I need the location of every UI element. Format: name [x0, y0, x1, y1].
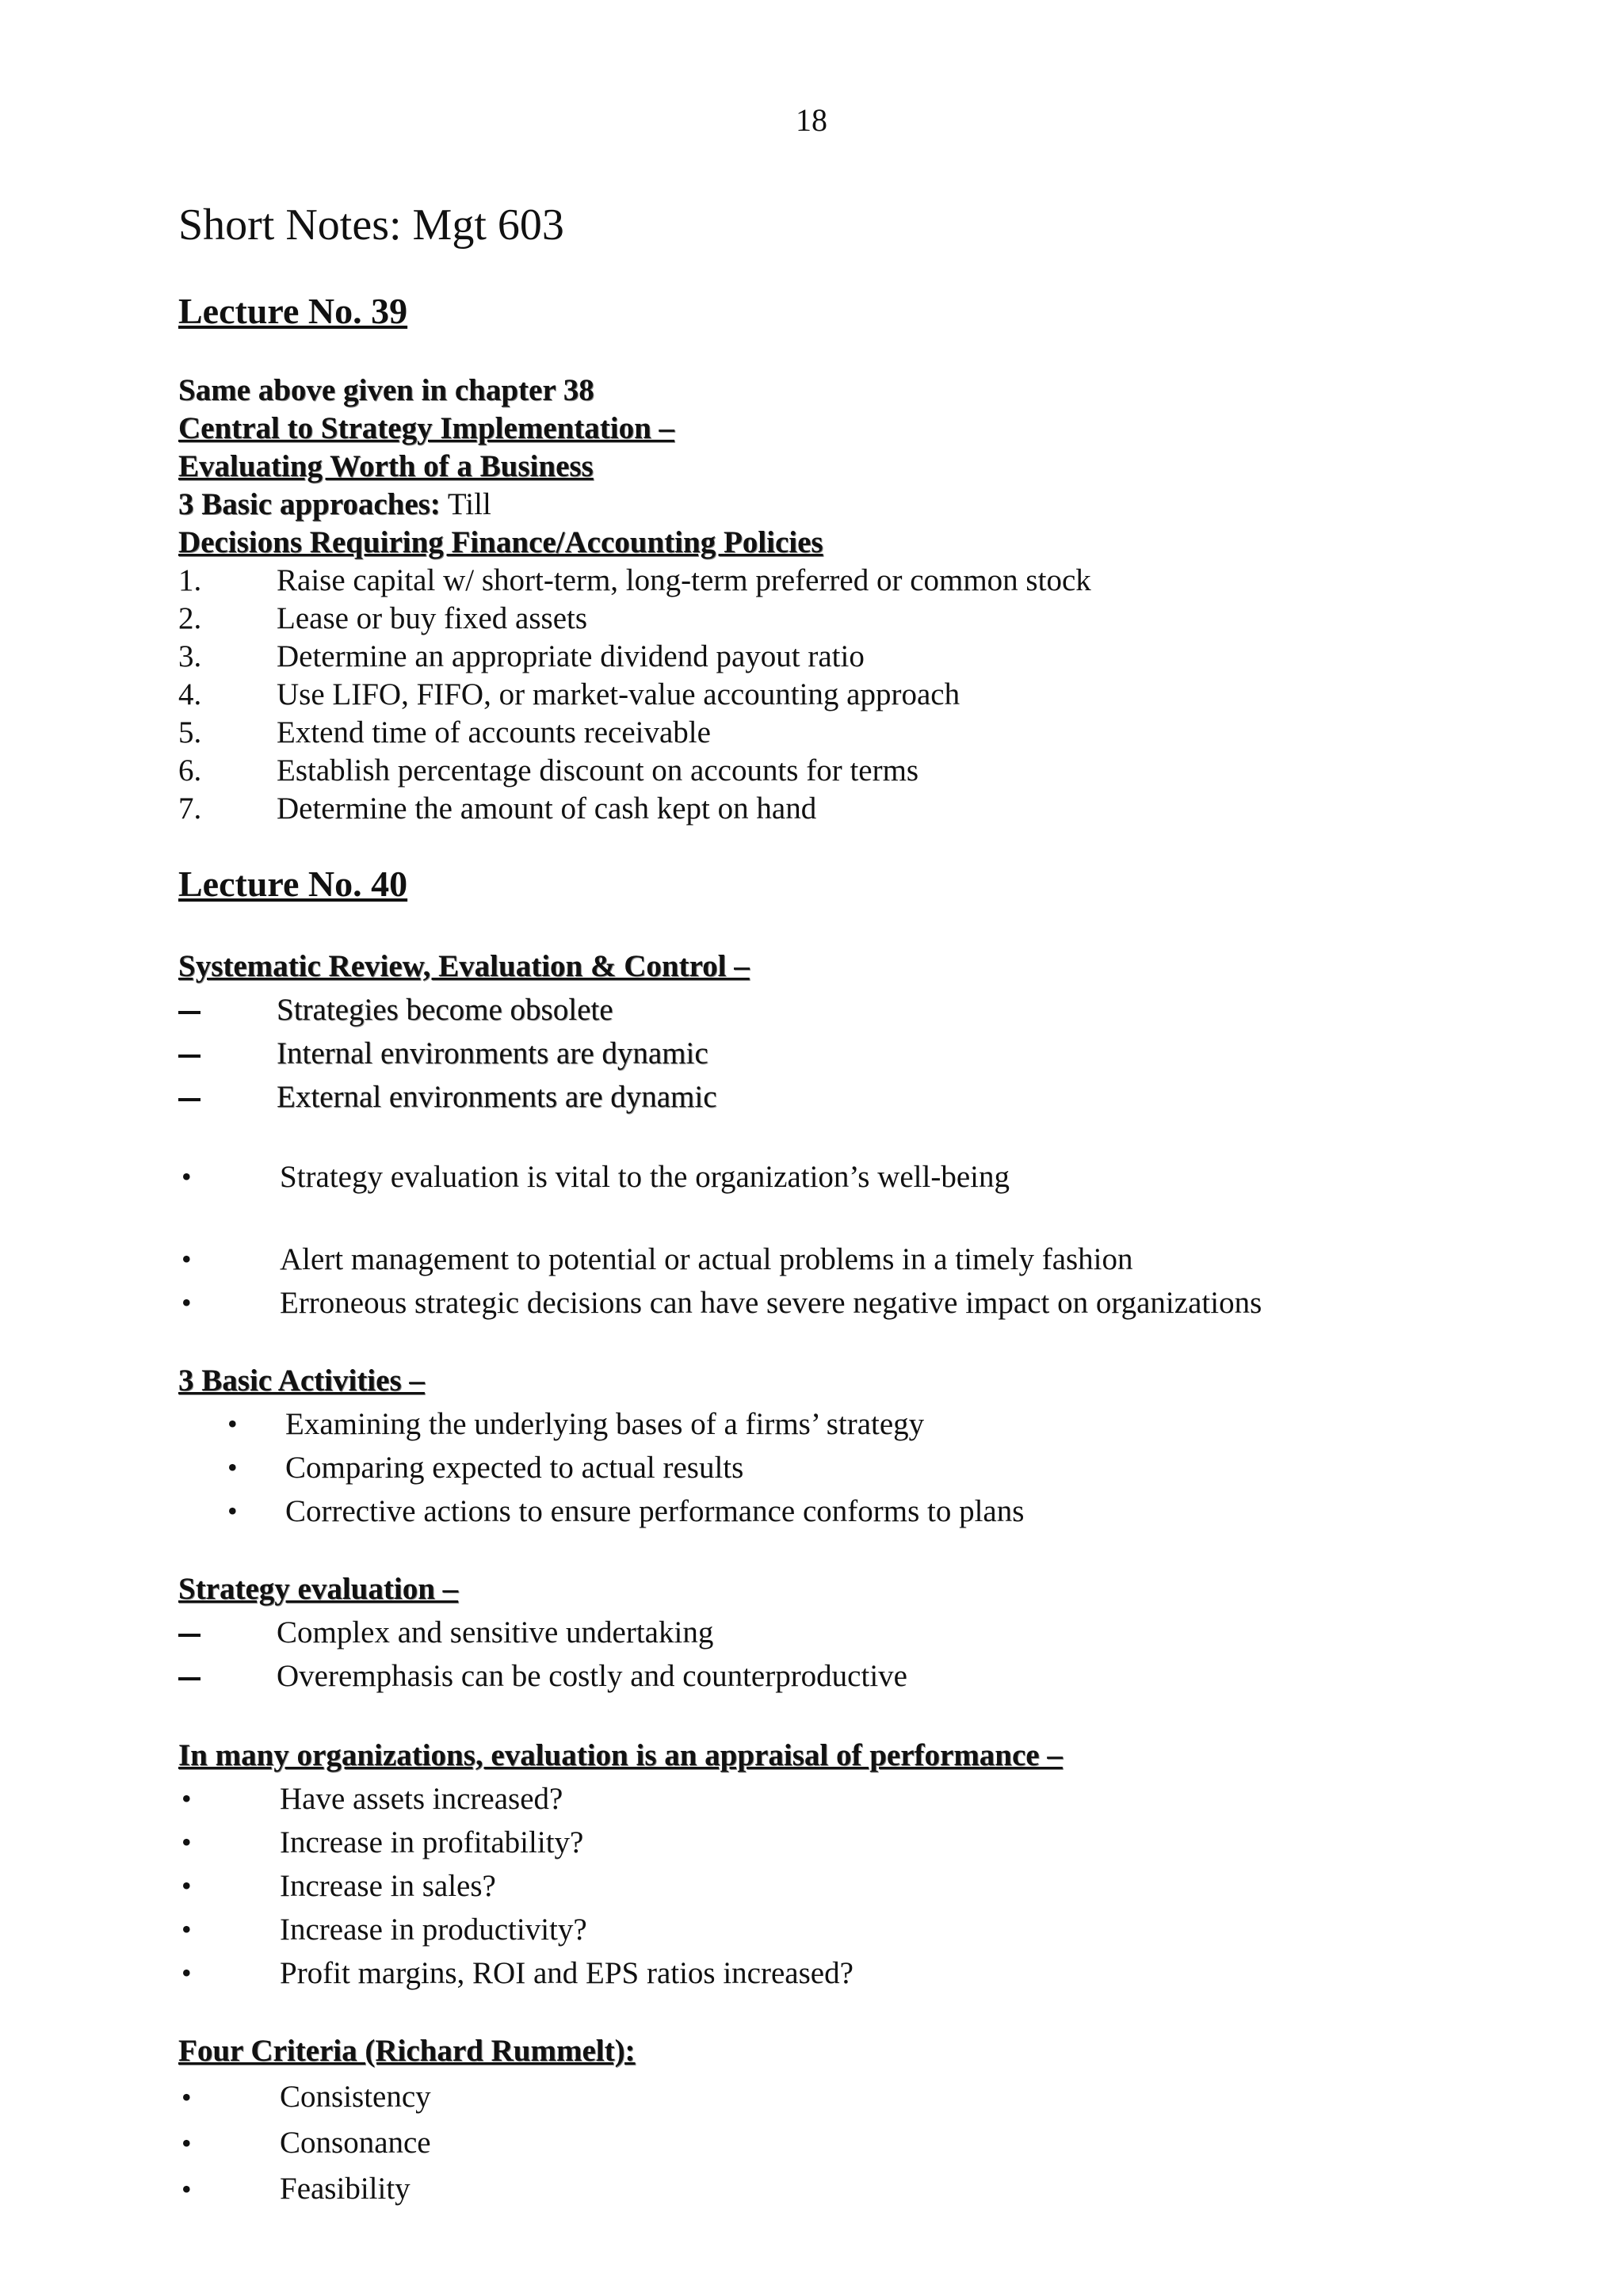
list-item-text: Internal environments are dynamic: [277, 1036, 708, 1070]
appraisal-section: [178, 1733, 1528, 1995]
list-item-text: Strategies become obsolete: [277, 993, 613, 1027]
list-number: 4.: [178, 677, 202, 711]
list-item: [178, 676, 1528, 714]
list-item-text: Determine an appropriate dividend payout ratio: [277, 639, 865, 673]
dash-marker: [178, 988, 277, 1032]
document-title: Short Notes: Mgt 603: [178, 200, 564, 250]
list-item: [178, 1075, 1528, 1119]
strategy-evaluation-heading: Strategy evaluation –: [178, 1572, 459, 1606]
list-number: 2.: [178, 601, 202, 635]
lecture-40-heading: Lecture No. 40: [178, 864, 408, 904]
bullet-marker: •: [181, 1957, 192, 1989]
list-item-text: Have assets increased?: [280, 1782, 563, 1816]
list-item: [178, 1864, 1528, 1908]
list-number: 6.: [178, 753, 202, 788]
list-item-text: Corrective actions to ensure performance conforms to plans: [285, 1494, 1025, 1528]
strategy-evaluation-section: [178, 1567, 1528, 1698]
list-item-text: Establish percentage discount on accounts for terms: [277, 753, 919, 788]
criteria-heading: Four Criteria (Richard Rummelt):: [178, 2034, 636, 2068]
bullet-marker: •: [181, 1913, 192, 1945]
list-item-text: Use LIFO, FIFO, or market-value accounting approach: [277, 677, 960, 711]
list-item: [178, 988, 1528, 1032]
list-item: [178, 600, 1528, 638]
list-item-text: Raise capital w/ short-term, long-term preferred or common stock: [277, 563, 1091, 597]
lecture-39-content: [178, 372, 1528, 828]
list-item-text: Complex and sensitive undertaking: [277, 1615, 714, 1650]
list-item: [178, 1951, 1528, 1995]
list-item-text: Feasibility: [280, 2172, 411, 2206]
list-item: [178, 1402, 1528, 1446]
bullet-marker: •: [181, 1870, 192, 1901]
list-item: [178, 1446, 1528, 1489]
bullet-marker: •: [181, 1287, 192, 1318]
list-item: [178, 562, 1528, 600]
list-item-text: External environments are dynamic: [277, 1080, 717, 1114]
basic-activities-list: [178, 1402, 1528, 1533]
finance-policies-heading: Decisions Requiring Finance/Accounting Policies: [178, 525, 823, 559]
list-item-text: Increase in sales?: [280, 1869, 496, 1903]
list-item-text: Erroneous strategic decisions can have severe negative impact on organizations: [280, 1286, 1262, 1320]
basic-approaches-line: [178, 486, 1528, 524]
lecture-39-heading: Lecture No. 39: [178, 291, 408, 331]
evaluating-worth-heading: Evaluating Worth of a Business: [178, 449, 594, 483]
bullet-marker: •: [227, 1495, 238, 1527]
list-item: [178, 1032, 1528, 1075]
list-item-text: Increase in productivity?: [280, 1913, 587, 1947]
bullet-marker: •: [181, 2127, 192, 2159]
list-item-text: Increase in profitability?: [280, 1825, 584, 1859]
list-item: [178, 1821, 1528, 1864]
appraisal-heading: In many organizations, evaluation is an appraisal of performance –: [178, 1738, 1063, 1772]
bullet-marker: •: [181, 1161, 192, 1192]
list-item: [178, 1489, 1528, 1533]
list-item: [178, 1238, 1528, 1281]
systematic-review-heading: Systematic Review, Evaluation & Control –: [178, 949, 750, 983]
list-item-text: Consistency: [280, 2080, 431, 2114]
list-item-text: Consonance: [280, 2126, 431, 2160]
bullet-marker: •: [181, 1243, 192, 1275]
list-item: [178, 1281, 1528, 1325]
lecture-39-note: Same above given in chapter 38: [178, 373, 594, 407]
bullet-marker: •: [181, 1826, 192, 1858]
list-item-text: Lease or buy fixed assets: [277, 601, 588, 635]
list-item: [178, 1908, 1528, 1951]
list-item: [178, 1155, 1528, 1199]
list-number: 5.: [178, 715, 202, 749]
bullet-marker: •: [227, 1451, 238, 1483]
list-item-text: Strategy evaluation is vital to the organization’s well-being: [280, 1160, 1010, 1194]
systematic-review-section: [178, 944, 1528, 1119]
list-item: [178, 1777, 1528, 1821]
list-item: [178, 1611, 1528, 1654]
list-number: 1.: [178, 563, 202, 597]
list-item-text: Overemphasis can be costly and counterproductive: [277, 1659, 907, 1693]
finance-policies-list: [178, 562, 1528, 828]
list-item: [178, 2120, 1528, 2166]
dash-marker: [178, 1611, 277, 1654]
dash-marker: [178, 1032, 277, 1075]
list-item: [178, 638, 1528, 676]
basic-activities-section: [178, 1359, 1528, 1533]
bullet-marker: •: [227, 1408, 238, 1440]
list-item-text: Profit margins, ROI and EPS ratios increased?: [280, 1956, 854, 1990]
list-item: [178, 790, 1528, 828]
list-item-text: Determine the amount of cash kept on hand: [277, 791, 817, 826]
bullet-marker: •: [181, 2081, 192, 2113]
list-item-text: Extend time of accounts receivable: [277, 715, 711, 749]
dash-marker: [178, 1075, 277, 1119]
list-item-text: Comparing expected to actual results: [285, 1451, 744, 1485]
list-number: 7.: [178, 791, 202, 826]
list-item-text: Alert management to potential or actual problems in a timely fashion: [280, 1242, 1133, 1276]
strategy-vital-section: [178, 1155, 1528, 1199]
list-item: [178, 2166, 1528, 2212]
bullet-marker: •: [181, 2173, 192, 2205]
list-item: [178, 1654, 1528, 1698]
page-number: 18: [796, 102, 827, 138]
basic-approaches-label: 3 Basic approaches:: [178, 487, 441, 521]
alert-section: [178, 1238, 1528, 1325]
dash-marker: [178, 1654, 277, 1698]
list-item: [178, 752, 1528, 790]
list-item: [178, 714, 1528, 752]
list-item-text: Examining the underlying bases of a firms’ strategy: [285, 1407, 925, 1441]
list-number: 3.: [178, 639, 202, 673]
bullet-marker: •: [181, 1783, 192, 1814]
criteria-section: [178, 2028, 1528, 2212]
basic-activities-heading: 3 Basic Activities –: [178, 1363, 425, 1398]
list-item: [178, 2074, 1528, 2120]
central-strategy-heading: Central to Strategy Implementation –: [178, 411, 675, 445]
basic-approaches-value: Till: [440, 487, 491, 521]
